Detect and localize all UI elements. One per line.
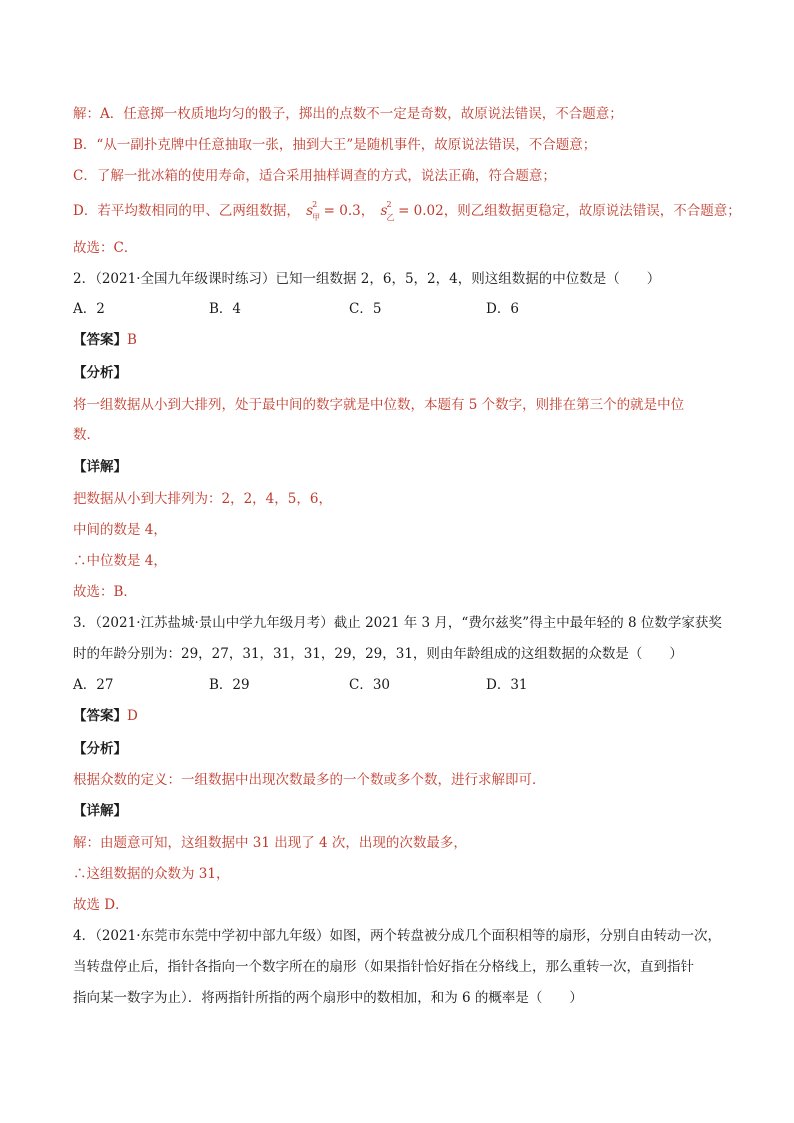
q2-option-a: A．2 — [73, 301, 105, 317]
q3-options — [73, 675, 713, 695]
q3-detail-line1: 解：由题意可知，这组数据中 31 出现了 4 次，出现的次数最多， — [73, 835, 467, 851]
variance-jia-value: = 0.3， — [323, 203, 375, 219]
q2-option-d: D．6 — [486, 301, 519, 317]
q2-detail-line2: 中间的数是 4， — [73, 522, 167, 538]
q3-stem-line2: 时的年龄分别为：29，27，31，31，31，29，29，31，则由年龄组成的这组数据的众数是（ ） — [73, 646, 683, 662]
q3-option-c: C．30 — [349, 677, 391, 693]
q3-detail-tag: 【详解】 — [73, 803, 127, 819]
q2-answer-tag: 【答案】 — [73, 332, 127, 348]
q3-option-d: D．31 — [486, 677, 528, 693]
q3-answer-value: D — [127, 708, 138, 724]
q1-choice: 故选：C． — [73, 240, 138, 256]
q3-stem-line1: 3．（2021·江苏盐城·景山中学九年级月考）截止 2021 年 3 月，“费尔兹奖”得主中最年轻的 8 位数学家获奖 — [73, 615, 722, 631]
q2-answer — [73, 330, 137, 350]
q2-option-b: B．4 — [209, 301, 242, 317]
q3-option-b: B．29 — [209, 677, 250, 693]
q2-analysis-line2: 数． — [73, 427, 100, 443]
q2-answer-value: B — [127, 332, 137, 348]
q3-detail-line2: ∴这组数据的众数为 31， — [73, 866, 230, 882]
q3-option-a: A．27 — [73, 677, 114, 693]
q2-detail-line1: 把数据从小到大排列为：2，2，4，5，6， — [73, 491, 332, 507]
variance-jia: s 2 甲 — [306, 200, 321, 222]
q2-analysis-line1: 将一组数据从小到大排列，处于最中间的数字就是中位数，本题有 5 个数字，则排在第三个的就是中位 — [73, 397, 685, 413]
q3-choice: 故选 D． — [73, 897, 129, 913]
q2-detail-line3: ∴中位数是 4， — [73, 553, 167, 569]
q4-stem-line1: 4．（2021·东莞市东莞中学初中部九年级）如图，两个转盘被分成几个面积相等的扇形，分别自由转动一次， — [73, 928, 721, 944]
variance-yi-value: = 0.02， — [398, 203, 458, 219]
q4-stem-line3: 指向某一数字为止）．将两指针所指的两个扇形中的数相加，和为 6 的概率是（ ） — [73, 990, 583, 1006]
q1-solution-d — [73, 201, 741, 221]
q1-solution-b: B．“从一副扑克牌中任意抽取一张，抽到大王”是随机事件，故原说法错误，不合题意； — [73, 137, 597, 153]
q1-solution-a: 解：A．任意掷一枚质地均匀的骰子，掷出的点数不一定是奇数，故原说法错误，不合题意； — [73, 106, 623, 122]
q2-options — [73, 299, 713, 319]
q3-analysis-tag: 【分析】 — [73, 741, 127, 757]
q3-answer-tag: 【答案】 — [73, 708, 127, 724]
q3-analysis-line1: 根据众数的定义：一组数据中出现次数最多的一个数或多个数，进行求解即可． — [73, 772, 546, 788]
q1-solution-c: C．了解一批冰箱的使用寿命，适合采用抽样调查的方式，说法正确，符合题意； — [73, 168, 556, 184]
q1-solution-d-post: 则乙组数据更稳定，故原说法错误，不合题意； — [457, 203, 741, 219]
q4-stem-line2: 当转盘停止后，指针各指向一个数字所在的扇形（如果指针恰好指在分格线上，那么重转一次，直到指针 — [73, 959, 694, 975]
variance-yi: s 2 乙 — [380, 200, 395, 222]
q2-option-c: C．5 — [349, 301, 382, 317]
q3-answer — [73, 706, 138, 726]
q2-detail-tag: 【详解】 — [73, 459, 127, 475]
q1-solution-d-pre: D．若平均数相同的甲、乙两组数据， — [73, 203, 300, 219]
q2-choice: 故选：B． — [73, 584, 137, 600]
q2-analysis-tag: 【分析】 — [73, 365, 127, 381]
q2-stem: 2．（2021·全国九年级课时练习）已知一组数据 2，6，5，2，4，则这组数据的中位数是（ ） — [73, 271, 661, 287]
